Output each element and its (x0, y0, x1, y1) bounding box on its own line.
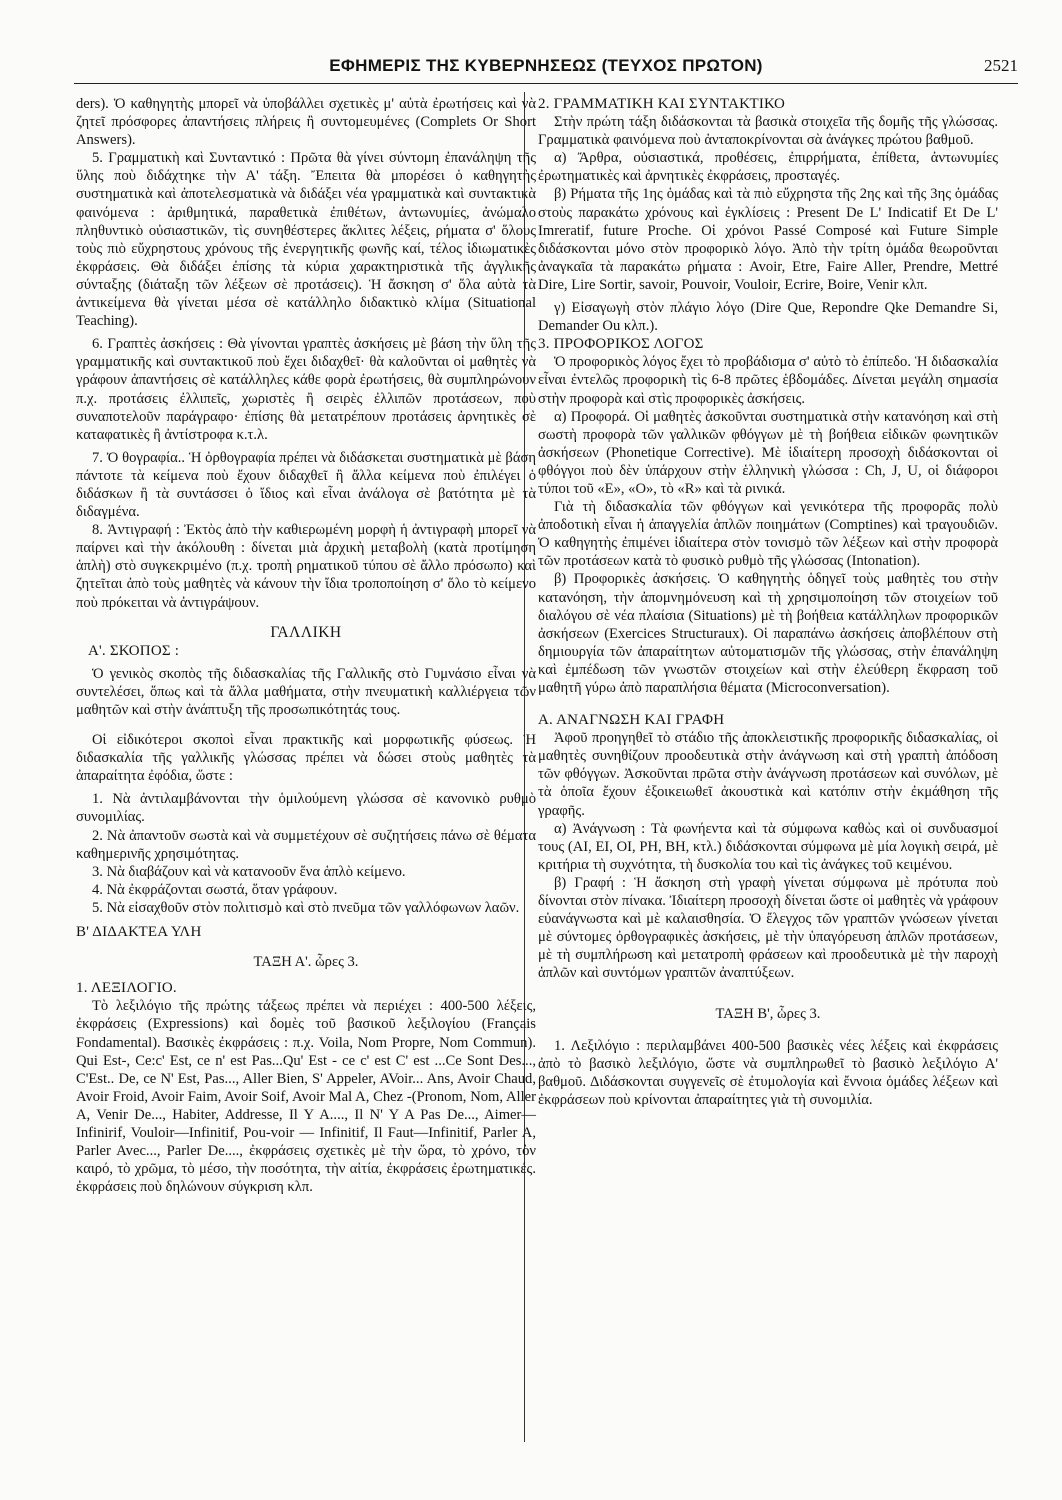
paragraph-copying: 8. Ἀντιγραφή : Ἐκτὸς ἀπὸ τὴν καθιερωμένη μορφὴ ἡ ἀντιγραφὴ μπορεῖ νὰ παίρνει καὶ τὴν ἀκόλουθη : δίνεται μιὰ ἀρχικὴ μεταβολὴ (κατὰ προτίμηση ἁπλὴ) στὸ συγκεκριμένο (π.χ. τροπὴ ρηματικοῦ τύπου σὲ ἄλλο πρόσωπο) καὶ ζητεῖται ἀπὸ τοὺς μαθητὲς νὰ κάνουν τὴν ἴδια τροποποίηση σ' ὅλο τὸ κείμενο ποὺ πρόκειται νὰ ἀντιγράψουν. (76, 522, 536, 611)
paragraph-grammar-c: γ) Εἰσαγωγὴ στὸν πλάγιο λόγο (Dire Que, Repondre Qke Demandre Si, Demander Ou κλπ.). (538, 300, 998, 335)
paragraph-orthography: 7. Ὀ θογραφία.. Ἡ ὀρθογραφία πρέπει νὰ διδάσκεται συστηματικὰ μὲ βάση πάντοτε τὰ κείμενα ποὺ ἔχουν διδαχθεῖ ἢ ἄλλα κείμενα ποὺ ἐπιλέγει ὁ διδάσκων ἢ τὰ συντάσσει ὁ ἴδιος καὶ εἶναι ἀνάλογα σὲ βατότητα μὲ τὰ διδαγμένα. (76, 449, 536, 521)
heading-vocabulary: 1. ΛΕΞΙΛΟΓΙΟ. (76, 980, 177, 997)
heading-reading-writing: Α. ΑΝΑΓΝΩΣΗ ΚΑΙ ΓΡΑΦΗ (538, 712, 725, 729)
paragraph-vocabulary-b: 1. Λεξιλόγιο : περιλαμβάνει 400-500 βασικὲς νέες λέξεις καὶ ἐκφράσεις ἀπὸ τὸ βασικὸ λεξιλόγιο, ὥστε νὰ συμπληρωθεῖ τὸ βασικὸ λεξιλόγιο Α' βαθμοῦ. Διδάσκονται συγγενεῖς σὲ ἐτυμολογία καὶ ἔννοια ὁμάδες λέξεων καὶ ἐκφράσεων ποὺ κρίνονται ἀπαραίτητες γιὰ τὴ συνομιλία. (538, 1037, 998, 1108)
paragraph-oral-intro: Ὁ προφορικὸς λόγος ἔχει τὸ προβάδισμα σ' αὐτὸ τὸ ἐπίπεδο. Ἡ διδασκαλία εἶναι ἐντελῶς προφορικὴ τὶς 6-8 πρῶτες ἑβδομάδες. Δίνεται μεγάλη σημασία στὴν προφορὰ καὶ στὶς προφορικὲς ἀσκήσεις. (538, 354, 998, 407)
header-rule (74, 83, 1018, 84)
heading-oral: 3. ΠΡΟΦΟΡΙΚΟΣ ΛΟΓΟΣ (538, 336, 704, 353)
paragraph-oral-b: β) Προφορικὲς ἀσκήσεις. Ὁ καθηγητὴς ὁδηγεῖ τοὺς μαθητὲς του στὴν κατανόηση, τὴν ἀπομνημόνευση καὶ τὴ χρησιμοποίηση τῶν στοιχείων τοῦ διαλόγου σὲ νέα πλαίσια (Situations) μὲ τὴ βοήθεια κατάλληλων προφορικῶν ἀσκήσεων (Exercices Structuraux). Οἱ παραπάνω ἀσκήσεις ἀποβλέπουν στὴ δημιουργία τῶν ἀπαραίτητων αὐτοματισμῶν τῆς γλώσσας, στὴν ἐπανάληψη καὶ ἐμπέδωση τῶν γνωστῶν στοιχείων καὶ στὴν ἐλεύθερη ἔκφραση τοῦ μαθητῆ γύρω ἀπὸ παραπλήσια θέματα (Microconversation). (538, 571, 998, 696)
left-column (76, 95, 536, 1196)
page-number: 2521 (984, 56, 1018, 75)
paragraph-grammar: 5. Γραμματικὴ καὶ Συνταντικό : Πρῶτα θὰ γίνει σύντομη ἐπανάληψη τῆς ὕλης ποὺ διδάχτηκε τὴν Α' τάξη. Ἔπειτα θὰ μπορέσει ὁ καθηγητὴς συστηματικὰ καὶ ἀποτελεσματικὰ νὰ διδάξει νέα γραμματικὰ καὶ συντακτικὰ φαινόμενα : ἀριθμητικά, παραθετικὰ ἐπιθέτων, ἀντωνυμίες, ἀνώμαλο πληθυντικὸ οὐσιαστικῶν, τὶς συνηθέστερες ἄκλιτες λέξεις, ρήματα σ' ὅλους τοὺς πιὸ εὔχρηστους χρόνους τῆς ἐνεργητικῆς φωνῆς καί, τέλος ἰδιωματικὲς ἐκφράσεις. Θὰ διδάξει ἐπίσης τὰ κύρια χαρακτηριστικὰ τῆς ἀγγλικῆς σύνταξης (διάταξη τῶν λέξεων σὲ προτάσεις). Ἡ ἄσκηση σ' ὅλα αὐτὰ τὰ ἀντικείμενα θὰ γίνεται μέσα σὲ κατάλληλο διδακτικὸ κλίμα (Situational Teaching). (76, 150, 536, 330)
paragraph-writing-b: β) Γραφή : Ἡ ἄσκηση στὴ γραφὴ γίνεται σύμφωνα μὲ πρότυπα ποὺ δίνονται στὸν πίνακα. Ἰδιαίτερη προσοχὴ δίνεται ὥστε οἱ μαθητὲς νὰ γράφουν εὐανάγνωστα καὶ μὲ καλαισθησία. Ὁ ἔλεγχος τῶν γραπτῶν γνώσεων γίνεται μὲ σύντομες ὀρθογραφικὲς ἀσκήσεις, μὲ τὴν ὑπαγόρευση ἁπλῶν προτάσεων, μὲ τὴ συμπλήρωση καὶ μετατροπὴ φράσεων καὶ προοδευτικὰ μὲ τὴν παροχὴ ἁπλῶν καὶ συντόμων γραπτῶν ἀναπτύξεων. (538, 874, 998, 982)
list-item: 3. Νὰ διαβάζουν καὶ νὰ κατανοοῦν ἕνα ἁπλὸ κείμενο. (92, 863, 406, 880)
paragraph-aim-specific: Οἱ εἰδικότεροι σκοποὶ εἶναι πρακτικῆς καὶ μορφωτικῆς φύσεως. Ἡ διδασκαλία τῆς γαλλικῆς γλώσσας πρέπει νὰ δώσει στοὺς μαθητὲς τὰ ἀπαραίτητα ἐφόδια, ὥστε : (76, 732, 536, 785)
paragraph-written-exercises: 6. Γραπτὲς ἀσκήσεις : Θὰ γίνονται γραπτὲς ἀσκήσεις μὲ βάση τὴν ὕλη τῆς γραμματικῆς καὶ συντακτικοῦ ποὺ ἔχει διδαχθεῖ· θὰ καλοῦνται οἱ μαθητὲς νὰ γράφουν ἀπαντήσεις σὲ κατάλληλες κάθε φορὰ ἐρωτήσεις, θὰ συμπληρώνουν π.χ. προτάσεις ἐλλιπεῖς, χωριστὲς ἢ σειρὲς ἐλλιπῶν προτάσεων, ποὺ συναποτελοῦν παράγραφο· ἐπίσης θὰ μετατρέπουν προτάσεις ἀρνητικὲς σὲ καταφατικὲς ἢ ἀντίστροφα κ.τ.λ. (76, 336, 536, 443)
paragraph-vocabulary: Τὸ λεξιλόγιο τῆς πρώτης τάξεως πρέπει νὰ περιέχει : 400-500 λέξεις, ἐκφράσεις (Expressions) καὶ δομὲς τοῦ βασικοῦ λεξιλογίου (Français Fondamental). Βασικὲς ἐκφράσεις : π.χ. Voila, Nom Propre, Nom Commun). Qui Est-, Ce:c' Est, ce n' est Pas...Qu' Est - ce c' est C' est ...Ce Sont Des..., C'Est.. De, ce N' Est, Pas..., Aller Bien, S' Appeler, AVoir... Ans, Avoir Chaud, Avoir Froid, Avoir Faim, Avoir Soif, Avoir Mal A, Chez -(Pronom, Nom, Aller A, Venir De..., Habiter, Addresse, Il Y A...., Il N' Y A Pas De..., Aimer—Infinirif, Vouloir—Infinitif, Pou-voir — Infinitif, Il Faut—Infinitif, Parler A, Parler Avec..., Parler De...., ἐκφράσεις σχετικὲς μὲ τὴν ὥρα, τὸ χρόνο, τὸν καιρό, τὸ χρῶμα, τὸ μέσο, τὴν ποσότητα, τὴν αἰτία, ἐκφράσεις ἐρωτηματικές. ἐκφράσεις ποὺ δηλώνουν σύγκριση κλπ. (76, 998, 536, 1196)
heading-grammar-syntax: 2. ΓΡΑΜΜΑΤΙΚΗ ΚΑΙ ΣΥΝΤΑΚΤΙΚΟ (538, 96, 786, 112)
paragraph-reading-a: α) Ἀνάγνωση : Τὰ φωνήεντα καὶ τὰ σύμφωνα καθὼς καὶ οἱ συνδυασμοί τους (ΑΙ, ΕΙ, ΟΙ, PH, ΒΗ, κτλ.) διδάσκονται σύμφωνα μὲ μία λογικὴ σειρά, μὲ κριτήρια τὴ συχνότητα, τὴ δυσκολία του καὶ τὶς ἀνάγκες τοῦ κειμένου. (538, 820, 998, 873)
right-column (538, 95, 998, 1109)
heading-syllabus: Β' ΔΙΔΑΚΤΕΑ ΥΛΗ (76, 924, 202, 941)
heading-aim: Α'. ΣΚΟΠΟΣ : (88, 642, 180, 659)
list-item: 5. Νὰ εἰσαχθοῦν στὸν πολιτισμὸ καὶ στὸ πνεῦμα τῶν γαλλόφωνων λαῶν. (92, 899, 520, 916)
page-header (74, 50, 1018, 80)
paragraph-grammar-b: β) Ρήματα τῆς 1ης ὁμάδας καὶ τὰ πιὸ εὔχρηστα τῆς 2ης καὶ τῆς 3ης ὁμάδας στοὺς παρακάτω χρόνους καὶ ἐγκλίσεις : Present De L' Indicatif Et De L' Imreratif, future Proche. Οἱ χρόνοι Passé Composé καὶ Future Simple διδάσκονται μόνο στὸν προφορικὸ λόγο. Ἀπὸ τὴν τρίτη ὁμάδα θεωροῦνται ἀναγκαῖα τὰ παρακάτω ρήματα : Avoir, Etre, Faire Aller, Prendre, Mettré Dire, Lire Sortir, savoir, Pouvoir, Vouloir, Ecrire, Boire, Venir κλπ. (538, 186, 998, 293)
paragraph-oral-a: α) Προφορά. Οἱ μαθητὲς ἀσκοῦνται συστηματικὰ στὴν κατανόηση καὶ στὴ σωστὴ προφορὰ τῶν γαλλικῶν φθόγγων μὲ τὴ βοήθεια εἰδικῶν φωνητικῶν ἀσκήσεων (Phonetique Corrective). Μὲ ἰδιαίτερη προσοχὴ διδάσκονται οἱ φθόγγοι ποὺ δὲν ὑπάρχουν στὴν ἑλληνικὴ γλώσσα : Ch, J, U, οἱ διάφοροι τύποι τοῦ «Ε», «Ο», τὸ «R» καὶ τὰ ρινικά. (538, 408, 998, 497)
grade-a-title: ΤΑΞΗ Α'. ὧρες 3. (253, 954, 359, 971)
list-item: 4. Νὰ ἐκφράζονται σωστά, ὅταν γράφουν. (92, 881, 338, 898)
paragraph-oral-a2: Γιὰ τὴ διδασκαλία τῶν φθόγγων καὶ γενικότερα τῆς προφορᾶς πολὺ ἀποδοτικὴ εἶναι ἡ ἀπαγγελία ἁπλῶν ποιημάτων (Comptines) καὶ τραγουδιῶν. Ὁ καθηγητὴς ἐπιμένει ἰδιαίτερα στὸν τονισμὸ τῶν λέξεων καὶ στὴν προφορὰ τῶν προτάσεων κατὰ τὸ φυσικὸ ρυθμὸ τῆς γλώσσας (Intonation). (538, 499, 998, 570)
paragraph-grammar-a: α) Ἄρθρα, οὐσιαστικά, προθέσεις, ἐπιρρήματα, ἐπίθετα, ἀντωνυμίες ἐρωτηματικὲς καὶ ἀρνητικὲς ἐκφράσεις, προσταγές. (538, 150, 998, 185)
list-item: 1. Νὰ ἀντιλαμβάνονται τὴν ὁμιλούμενη γλώσσα σὲ κανονικὸ ρυθμὸ συνομιλίας. (76, 791, 536, 826)
list-item: 2. Νὰ ἀπαντοῦν σωστὰ καὶ νὰ συμμετέχουν σὲ συζητήσεις πάνω σὲ θέματα καθημερινῆς χρησιμότητας. (76, 827, 536, 862)
paragraph-aim-general: Ὁ γενικὸς σκοπὸς τῆς διδασκαλίας τῆς Γαλλικῆς στὸ Γυμνάσιο εἶναι νὰ συντελέσει, ὅπως καὶ τὰ ἄλλα μαθήματα, στὴν πνευματικὴ καλλιέργεια τῶν μαθητῶν καὶ στὴν ἀνάπτυξη τῆς προσωπικότητάς τους. (76, 665, 536, 718)
grade-b-title: ΤΑΞΗ Β', ὧρες 3. (715, 1005, 821, 1022)
header-title: ΕΦΗΜΕΡΙΣ ΤΗΣ ΚΥΒΕΡΝΗΣΕΩΣ (ΤΕΥΧΟΣ ΠΡΩΤΟΝ) (329, 56, 763, 75)
aims-list (76, 790, 536, 917)
paragraph-continued: ders). Ὁ καθηγητὴς μπορεῖ νὰ ὑποβάλλει σχετικὲς μ' αὐτὰ ἐρωτήσεις καὶ νὰ ζητεῖ πρόσφορες ἀπαντήσεις πλήρεις ἢ συντομευμένες (Complets Or Short Answers). (76, 96, 536, 149)
section-title-french: ΓΑΛΛΙΚΗ (270, 623, 342, 641)
paragraph-reading-intro: Ἀφοῦ προηγηθεῖ τὸ στάδιο τῆς ἀποκλειστικῆς προφορικῆς διδασκαλίας, οἱ μαθητὲς συνηθίζουν προοδευτικὰ στὴν ἀνάγνωση καὶ στὴ γραπτὴ ἀπόδοση τῶν φθόγγων. Ἀσκοῦνται πρῶτα στὴν ἀνάγνωση προτάσεων καὶ συνόλων, μὲ τὰ ὁποῖα ἔχουν ἐξοικειωθεῖ ἀκουστικὰ καὶ κατόπιν στὴν ἐκμάθηση τῆς γραφῆς. (538, 730, 998, 819)
paragraph-grammar-intro: Στὴν πρώτη τάξη διδάσκονται τὰ βασικὰ στοιχεῖα τῆς δομῆς τῆς γλώσσας. Γραμματικὰ φαινόμενα ποὺ ἀνταποκρίνονται σὰ ἀνάγκες πρώτου βαθμοῦ. (538, 114, 998, 149)
